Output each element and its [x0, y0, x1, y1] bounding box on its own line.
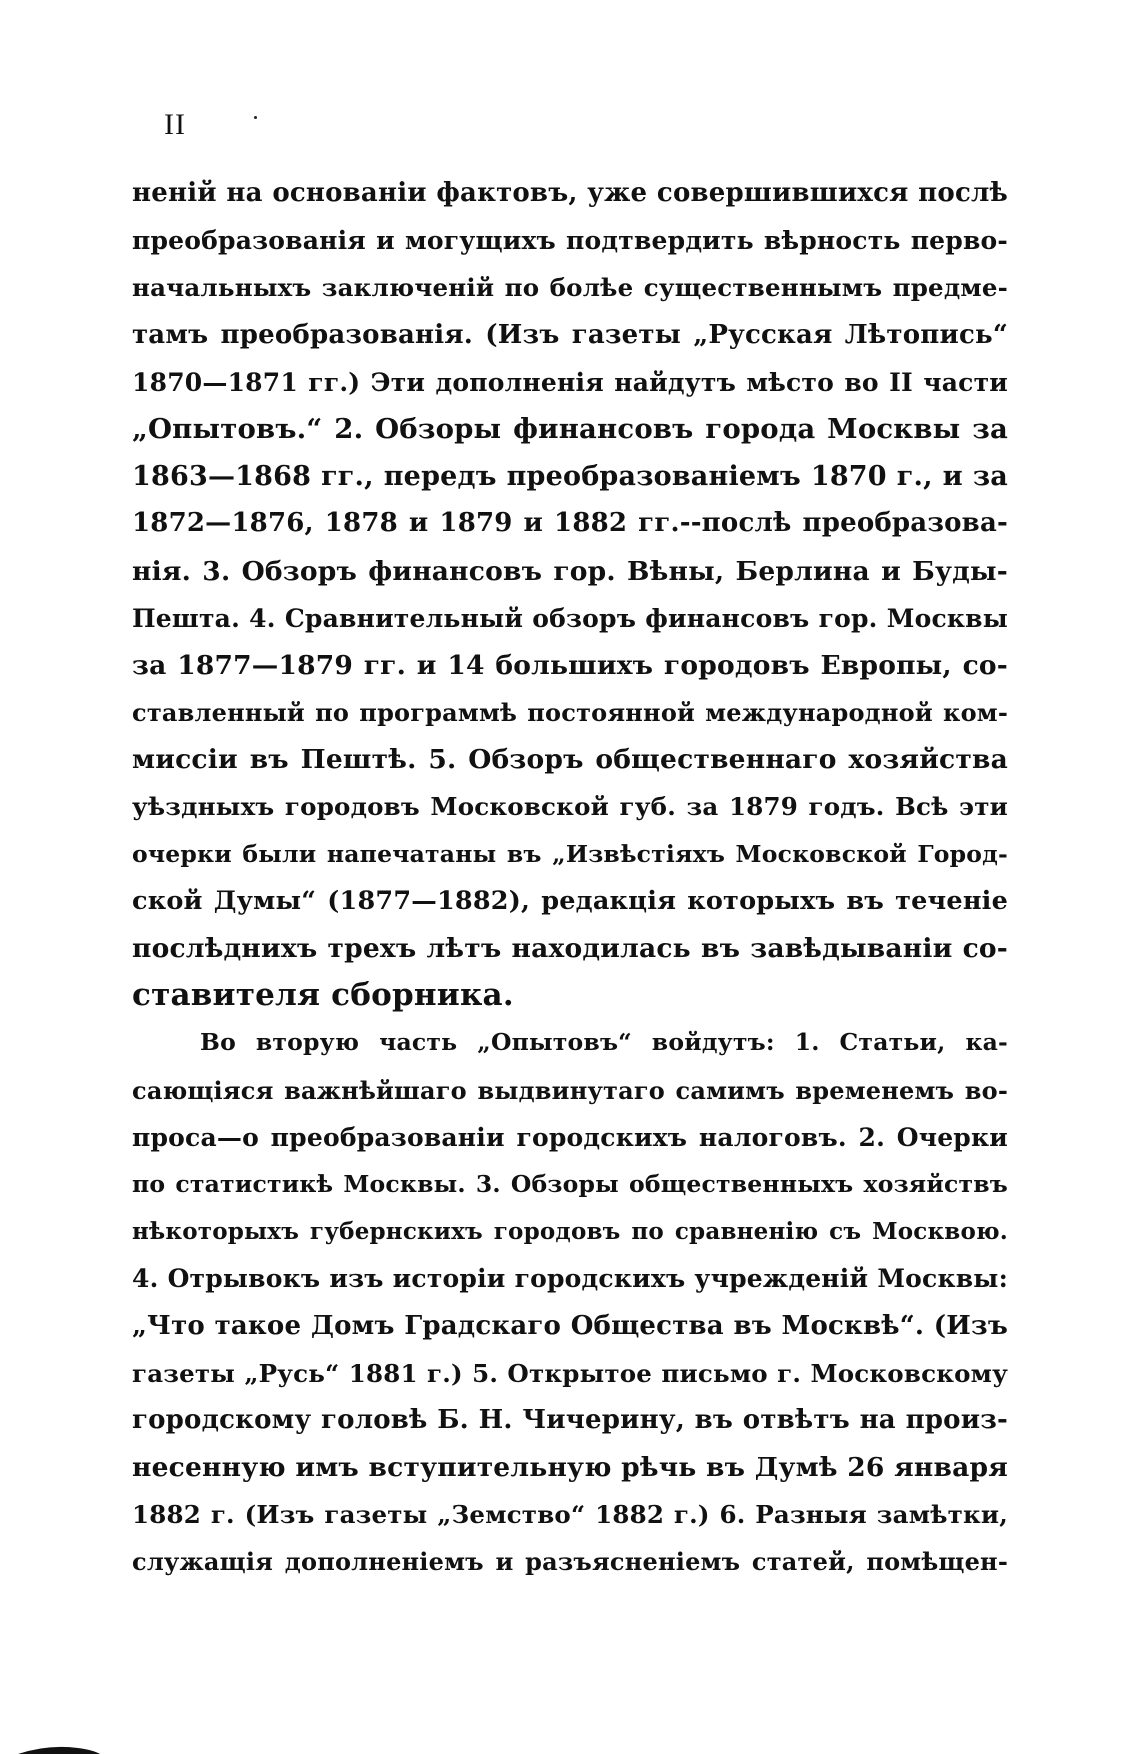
text-line: 1863—1868 гг., передъ преобразованіемъ 1870 г., и за: [132, 461, 1008, 493]
text-line: начальныхъ заключеній по болѣе существеннымъ предме-: [132, 273, 1008, 303]
text-line: очерки были напечатаны въ „Извѣстіяхъ Московской Город-: [132, 839, 1008, 868]
scan-speck: [254, 116, 257, 119]
text-line: „Опытовъ.“ 2. Обзоры финансовъ города Москвы за: [132, 412, 1008, 445]
text-line: „Что такое Домъ Градскаго Общества въ Москвѣ“. (Изъ: [132, 1310, 1008, 1341]
text-line: Пешта. 4. Сравнительный обзоръ финансовъ гор. Москвы: [132, 603, 1008, 633]
text-line: миссіи въ Пештѣ. 5. Обзоръ общественнаго хозяйства: [132, 744, 1008, 776]
body-text: [132, 170, 1008, 1586]
text-line: служащія дополненіемъ и разъясненіемъ статей, помѣщен-: [132, 1547, 1008, 1577]
text-line: послѣднихъ трехъ лѣтъ находилась въ завѣдываніи со-: [132, 933, 1008, 964]
paragraph-start-line: Во вторую часть „Опытовъ“ войдутъ: 1. Статьи, ка-: [200, 1028, 1008, 1057]
text-line: несенную имъ вступительную рѣчь въ Думѣ 26 января: [132, 1452, 1008, 1484]
text-line: неній на основаніи фактовъ, уже совершившихся послѣ: [132, 178, 1008, 208]
page-number: II: [164, 108, 186, 141]
text-line: 1870—1871 гг.) Эти дополненія найдутъ мѣсто во II части: [132, 367, 1008, 397]
text-line: ставленный по программѣ постоянной международной ком-: [132, 698, 1008, 728]
text-line: нія. 3. Обзоръ финансовъ гор. Вѣны, Берлина и Буды-: [132, 555, 1008, 587]
text-line: городскому головѣ Б. Н. Чичерину, въ отвѣтъ на произ-: [132, 1404, 1008, 1435]
text-line: газеты „Русь“ 1881 г.) 5. Открытое письмо г. Московскому: [132, 1358, 1008, 1388]
text-line: 1872—1876, 1878 и 1879 и 1882 гг.--послѣ преобразова-: [132, 508, 1008, 539]
text-line: тамъ преобразованія. (Изъ газеты „Русская Лѣтопись“: [132, 319, 1008, 350]
scan-edge-mark: [18, 1744, 100, 1754]
text-line: сающіяся важнѣйшаго выдвинутаго самимъ временемъ во-: [132, 1075, 1008, 1105]
text-line: ской Думы“ (1877—1882), редакція которыхъ въ теченіе: [132, 885, 1008, 916]
text-line: 1882 г. (Изъ газеты „Земство“ 1882 г.) 6. Разныя замѣтки,: [132, 1500, 1008, 1530]
text-line: за 1877—1879 гг. и 14 большихъ городовъ Европы, со-: [132, 649, 1008, 681]
text-line: преобразованія и могущихъ подтвердить вѣрность перво-: [132, 226, 1008, 256]
text-line: проса—о преобразованіи городскихъ налоговъ. 2. Очерки: [132, 1122, 1008, 1152]
text-line: по статистикѣ Москвы. 3. Обзоры общественныхъ хозяйствъ: [132, 1169, 1008, 1198]
paragraph-end-line: ставителя сборника.: [132, 977, 514, 1014]
text-line: 4. Отрывокъ изъ исторіи городскихъ учрежденій Москвы:: [132, 1264, 1008, 1294]
text-line: уѣздныхъ городовъ Московской губ. за 1879 годъ. Всѣ эти: [132, 792, 1008, 822]
text-line: нѣкоторыхъ губернскихъ городовъ по сравненію съ Москвою.: [132, 1218, 1008, 1246]
